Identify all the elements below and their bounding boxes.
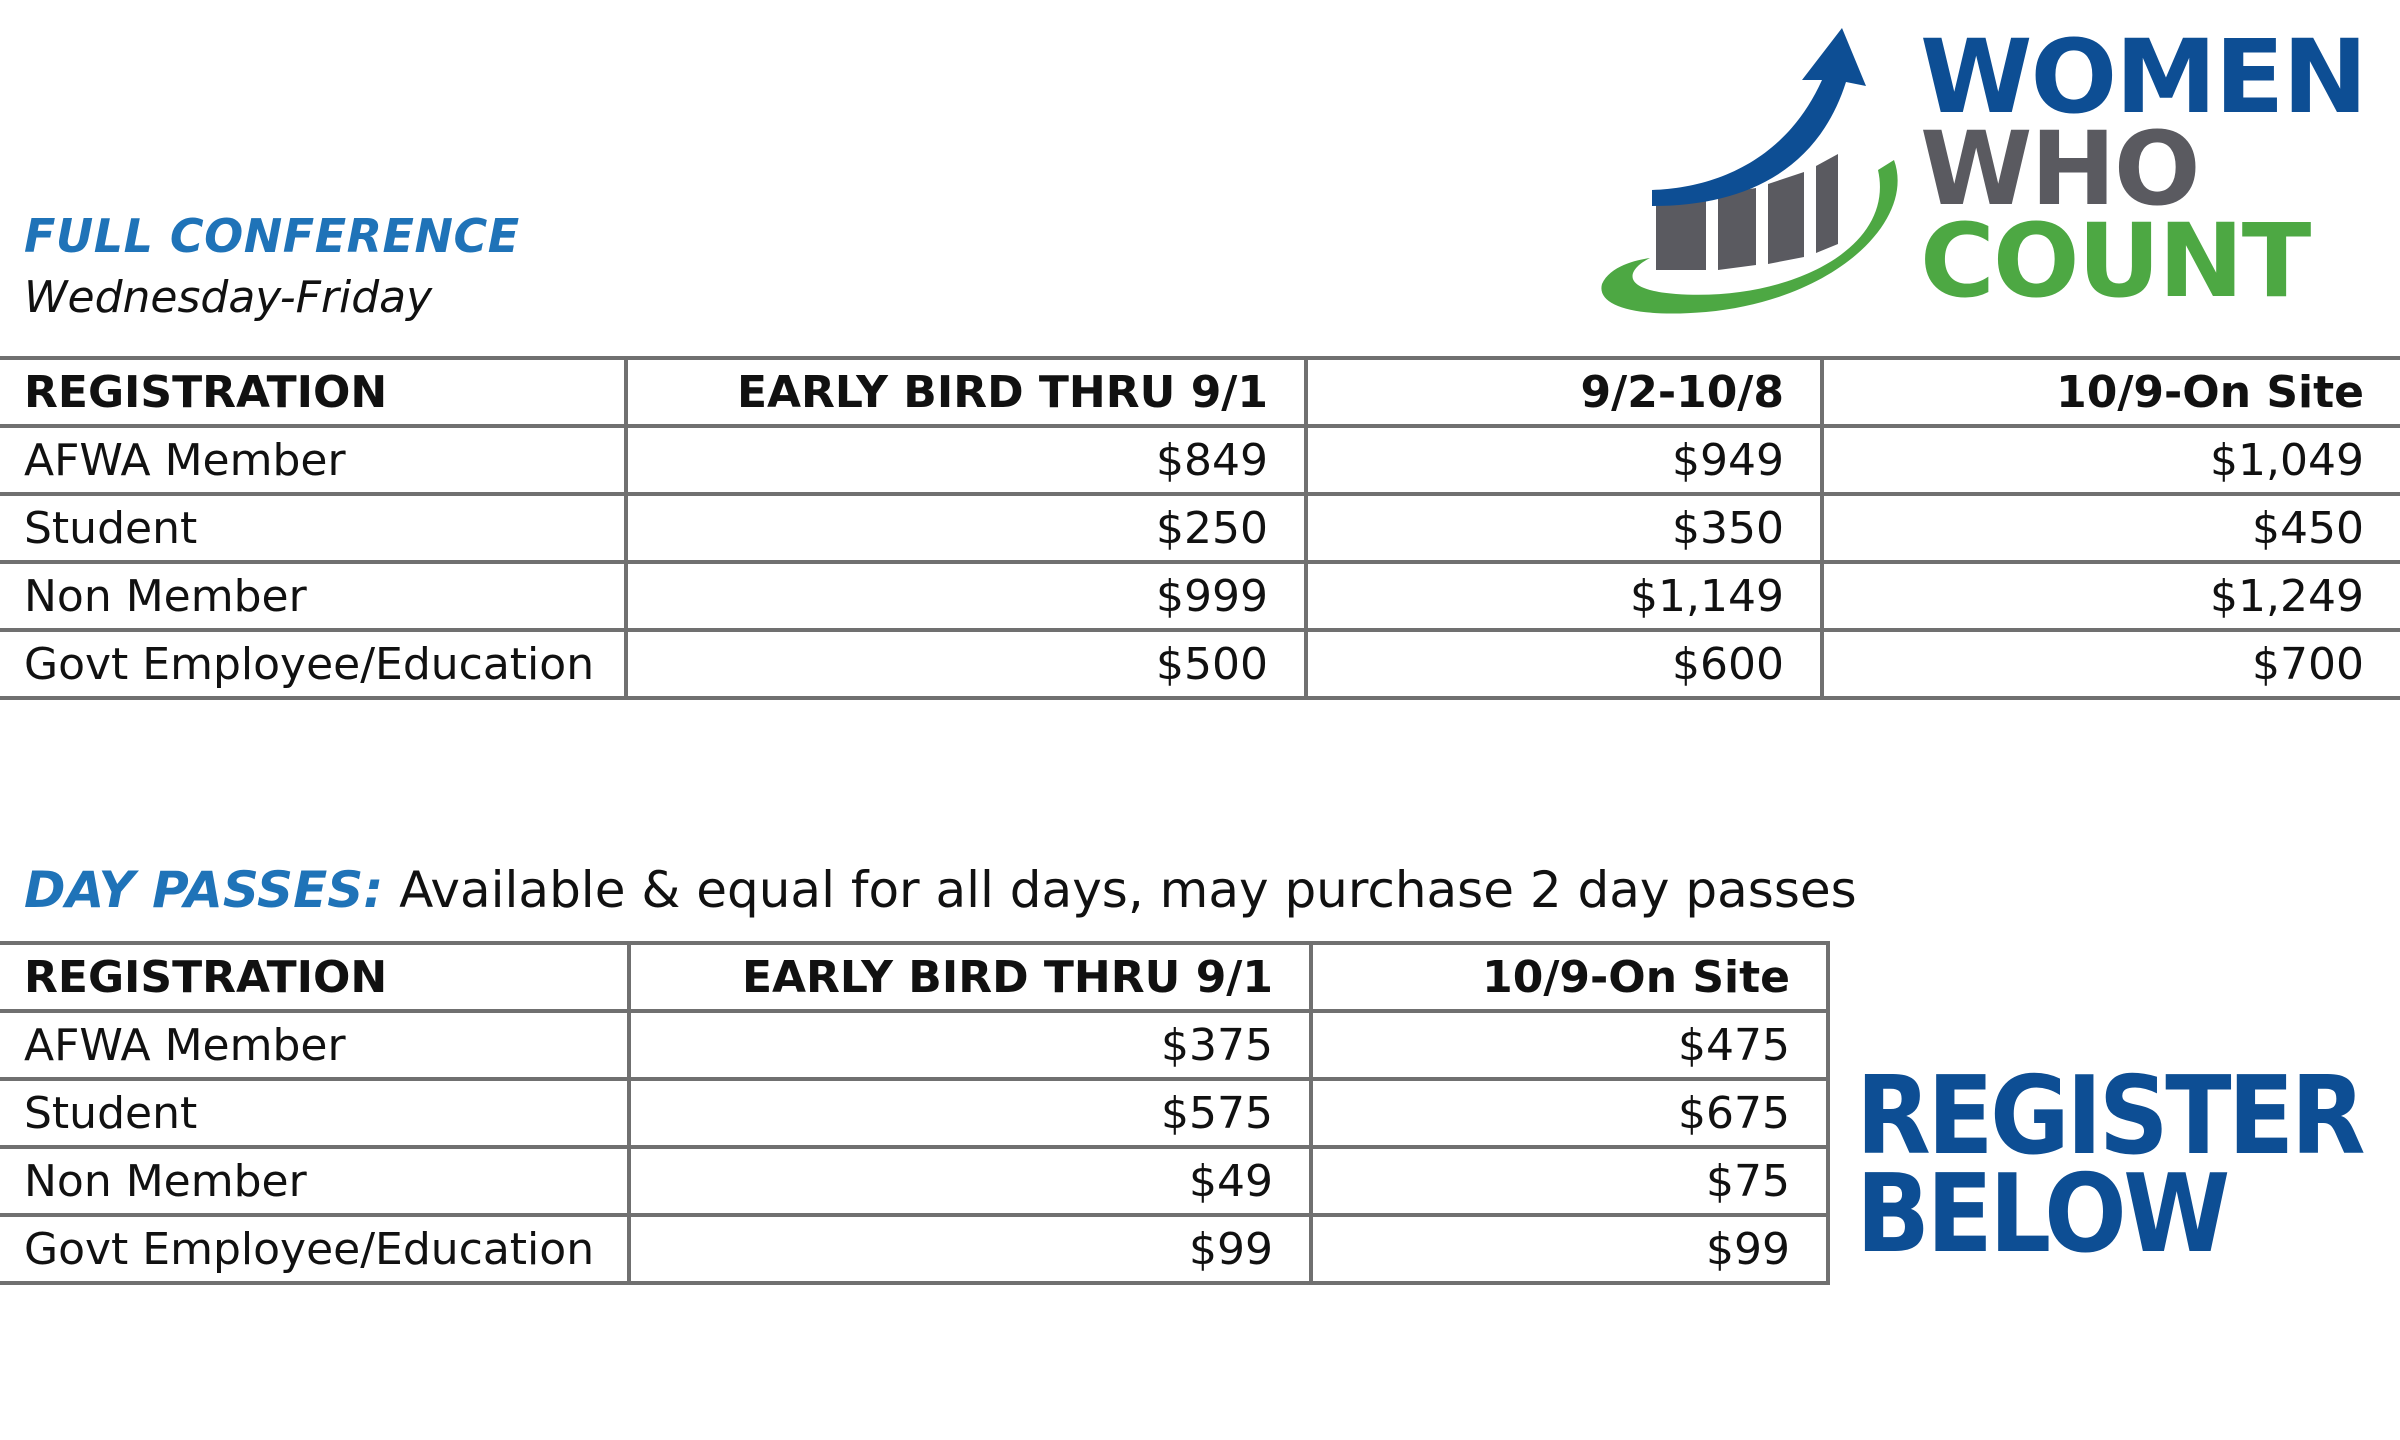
registration-type: Govt Employee/Education: [0, 630, 626, 698]
logo-word-women: WOMEN: [1920, 18, 2366, 137]
registration-type: Non Member: [0, 1147, 629, 1215]
column-header: 10/9-On Site: [1822, 358, 2400, 426]
day-passes-pricing-table: [0, 941, 1830, 1285]
registration-type: Student: [0, 1079, 629, 1147]
price-cell: $675: [1311, 1079, 1828, 1147]
price-cell: $75: [1311, 1147, 1828, 1215]
price-cell: $99: [629, 1215, 1311, 1283]
price-cell: $600: [1306, 630, 1822, 698]
price-cell: $450: [1822, 494, 2400, 562]
price-cell: $500: [626, 630, 1306, 698]
table-header-row: [0, 943, 1828, 1011]
price-cell: $999: [626, 562, 1306, 630]
day-passes-heading: [24, 858, 1857, 922]
table-row: [0, 1079, 1828, 1147]
registration-type: AFWA Member: [0, 1011, 629, 1079]
table-row: [0, 1215, 1828, 1283]
price-cell: $1,049: [1822, 426, 2400, 494]
registration-type: Govt Employee/Education: [0, 1215, 629, 1283]
price-cell: $350: [1306, 494, 1822, 562]
logo-bar-3: [1768, 172, 1804, 264]
registration-type: Non Member: [0, 562, 626, 630]
price-cell: $849: [626, 426, 1306, 494]
price-cell: $250: [626, 494, 1306, 562]
table-header-row: [0, 358, 2400, 426]
registration-type: Student: [0, 494, 626, 562]
price-cell: $1,249: [1822, 562, 2400, 630]
price-cell: $949: [1306, 426, 1822, 494]
register-below-callout: [1856, 1054, 2362, 1277]
price-cell: $575: [629, 1079, 1311, 1147]
price-cell: $700: [1822, 630, 2400, 698]
table-row: [0, 426, 2400, 494]
column-header: EARLY BIRD THRU 9/1: [629, 943, 1311, 1011]
column-header: 10/9-On Site: [1311, 943, 1828, 1011]
logo-bar-4: [1816, 154, 1838, 253]
full-conference-subtitle: Wednesday-Friday: [24, 272, 433, 323]
table-row: [0, 1011, 1828, 1079]
table-row: [0, 494, 2400, 562]
price-cell: $99: [1311, 1215, 1828, 1283]
column-header: EARLY BIRD THRU 9/1: [626, 358, 1306, 426]
below-word: BELOW: [1856, 1152, 2227, 1277]
table-row: [0, 562, 2400, 630]
women-who-count-logo: [1596, 20, 2376, 320]
table-row: [0, 1147, 1828, 1215]
register-word: REGISTER: [1856, 1054, 2362, 1179]
logo-word-count: COUNT: [1920, 202, 2310, 321]
day-passes-note: Available & equal for all days, may purchase 2 day passes: [399, 861, 1857, 919]
column-header: REGISTRATION: [0, 943, 629, 1011]
price-cell: $49: [629, 1147, 1311, 1215]
registration-type: AFWA Member: [0, 426, 626, 494]
day-passes-title: DAY PASSES:: [24, 861, 384, 919]
table-row: [0, 630, 2400, 698]
price-cell: $375: [629, 1011, 1311, 1079]
logo-bar-1: [1656, 196, 1706, 270]
logo-bar-2: [1718, 188, 1756, 270]
rising-bar-chart-arrow-icon: [1596, 20, 1916, 320]
column-header: REGISTRATION: [0, 358, 626, 426]
price-cell: $475: [1311, 1011, 1828, 1079]
column-header: 9/2-10/8: [1306, 358, 1822, 426]
full-conference-pricing-table: [0, 356, 2400, 700]
full-conference-title: FULL CONFERENCE: [24, 209, 520, 263]
price-cell: $1,149: [1306, 562, 1822, 630]
logo-word-who: WHO: [1920, 110, 2199, 229]
